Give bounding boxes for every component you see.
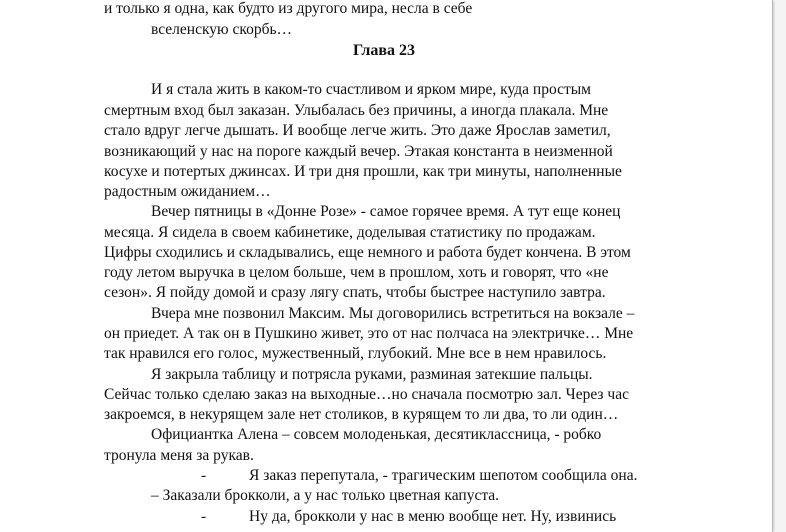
- text-line: – Заказали брокколи, а у нас только цветная капуста.: [151, 487, 500, 504]
- text-line: косухе и потертых джинсах. И три дня прошли, как три минуты, наполненные: [104, 163, 622, 180]
- text-line: смертным вход был заказан. Улыбалась без причины, а иногда плакала. Мне: [104, 102, 609, 119]
- dialog-marker: -: [201, 467, 207, 484]
- page-gutter: [775, 0, 786, 532]
- text-line: Сейчас только сделаю заказ на выходные…но сначала посмотрю зал. Через час: [104, 386, 629, 403]
- text-line: так нравился его голос, мужественный, глубокий. Мне все в нем нравилось.: [104, 345, 607, 362]
- text-line: Я заказ перепутала, - трагическим шепотом сообщила она.: [249, 467, 638, 484]
- cut-off-line: и только я одна, как будто из другого мира, несла в себе: [104, 0, 473, 17]
- text-line: тронула меня за рукав.: [104, 447, 254, 464]
- text-line: Вечер пятницы в «Донне Розе» - самое горячее время. А тут еще конец: [151, 203, 621, 220]
- text-line: он приедет. А так он в Пушкино живет, это от нас полчаса на электричке… Мне: [104, 325, 634, 342]
- text-line: году летом выручка в целом больше, чем в прошлом, хоть и говорят, что «не: [104, 264, 609, 281]
- text-line: Официантка Алена – совсем молоденькая, десятиклассница, - робко: [151, 426, 602, 443]
- text-line: сезон». Я пойду домой и сразу лягу спать, чтобы быстрее наступило завтра.: [104, 284, 606, 301]
- text-line: радостным ожиданием…: [104, 183, 271, 200]
- text-line: возникающий у нас на пороге каждый вечер. Этакая константа в неизменной: [104, 143, 613, 160]
- dialog-marker: -: [201, 508, 207, 525]
- text-line: Ну да, брокколи у нас в меню вообще нет. Ну, извинись: [249, 508, 617, 525]
- text-line: вселенскую скорбь…: [151, 21, 293, 38]
- text-line: Вчера мне позвонил Максим. Мы договорились встретиться на вокзале –: [151, 305, 635, 322]
- chapter-title: Глава 23: [353, 42, 415, 59]
- text-line: стало вдруг легче дышать. И вообще легче жить. Это даже Ярослав заметил,: [104, 122, 611, 139]
- text-line: Цифры сходились и складывались, еще немного и работа будет кончена. В этом: [104, 244, 631, 261]
- text-line: Я закрыла таблицу и потрясла руками, разминая затекшие пальцы.: [151, 366, 593, 383]
- text-line: месяца. Я сидела в своем кабинетике, доделывая статистику по продажам.: [104, 224, 596, 241]
- text-line: закроемся, в некурящем зале нет столиков, в курящем то ли два, то ли один…: [104, 406, 619, 423]
- text-line: И я стала жить в каком-то счастливом и ярком мире, куда простым: [151, 81, 591, 98]
